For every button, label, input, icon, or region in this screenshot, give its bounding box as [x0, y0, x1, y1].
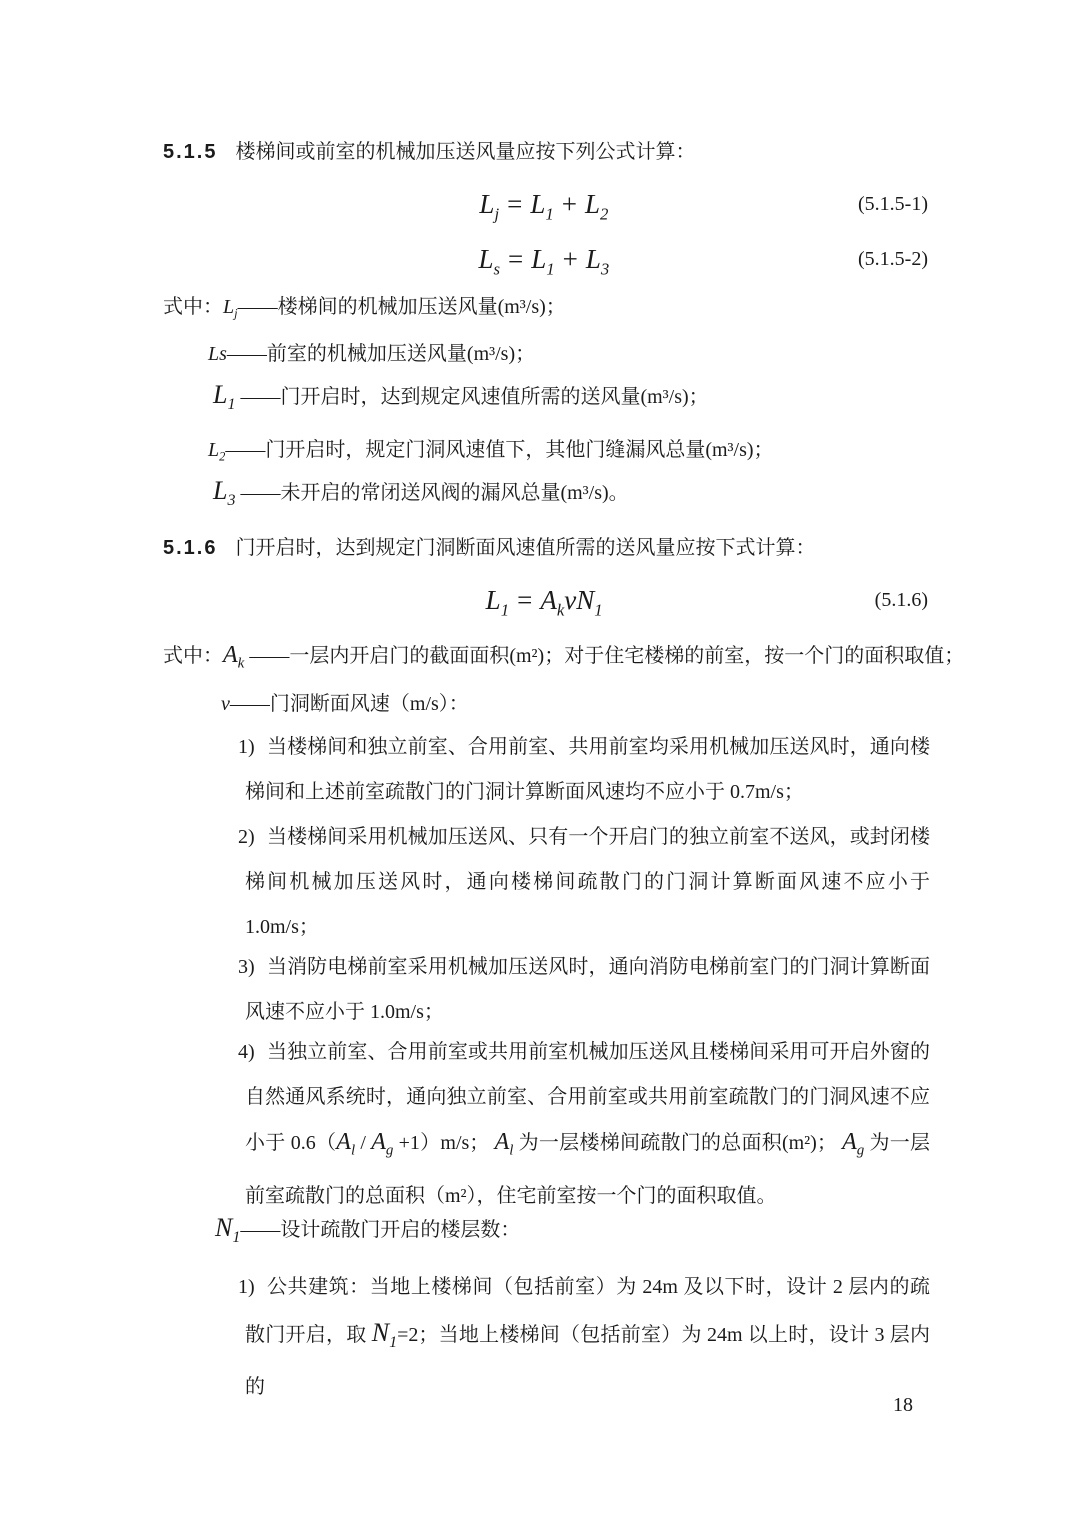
- formula-5-1-5-2: [163, 233, 930, 285]
- equation-subscript: 1: [594, 600, 603, 620]
- formula-5-1-5-1: [163, 178, 930, 230]
- symbol-v: v: [221, 693, 230, 715]
- list-item-text-segment: 公共建筑：当地上楼梯间（包括前室）为 24m 及以下时，设计 2 层内的疏散门开启，取: [245, 1276, 930, 1346]
- equals-sign: =: [507, 189, 523, 219]
- list-item-text: [245, 1265, 930, 1410]
- list-item-text: [245, 1030, 930, 1219]
- formula-5-1-6: [163, 574, 930, 626]
- list-item-number: 4): [238, 1041, 255, 1063]
- plus-sign: +: [561, 189, 577, 219]
- definition-text: ——门开启时，达到规定风速值所需的送风量(m³/s)；: [240, 386, 709, 408]
- equation-term: L: [584, 189, 601, 219]
- where-label: 式中：: [163, 296, 223, 318]
- equation-subscript: j: [494, 204, 500, 224]
- list-item-text: 当消防电梯前室采用机械加压送风时，通向消防电梯前室门的门洞计算断面风速不应小于 1.0m/s；: [245, 956, 930, 1023]
- symbol-Al: A: [494, 1129, 510, 1155]
- symbol-subscript: j: [234, 306, 238, 321]
- equation-subscript: k: [556, 600, 565, 620]
- list-item-text-segment: 当独立前室、合用前室或共用前室机械加压送风且楼梯间采用可开启外窗的自然通风系统时，通向独立前室、合用前室或共用前室疏散门的门洞风速不应小于 0.6（: [245, 1041, 930, 1154]
- clause-title: 门开启时，达到规定门洞断面风速值所需的送风量应按下式计算：: [235, 537, 816, 559]
- definition-Ls: [163, 332, 975, 377]
- symbol-subscript: 1: [227, 396, 236, 414]
- symbol-Ag: A: [371, 1129, 386, 1155]
- definition-N1: [163, 1205, 982, 1260]
- clause-number: 5.1.5: [163, 141, 218, 163]
- equation-number: (5.1.5-1): [858, 193, 928, 215]
- symbol-subscript: g: [856, 1142, 865, 1159]
- page-content: [163, 0, 965, 1527]
- symbol-subscript: 3: [227, 492, 236, 510]
- where-label: 式中：: [163, 645, 223, 667]
- definition-text: ——门开启时，规定门洞风速值下，其他门缝漏风总量(m³/s)；: [225, 439, 774, 461]
- definition-text: 一层内开启门的截面面积(m²)；对于住宅楼梯的前室，按一个门的面积取值；: [289, 645, 965, 667]
- list-item-text-segment: =2；当地上楼梯间（包括前室）为 24m 以上时，设计 3 层内的: [245, 1324, 931, 1399]
- symbol-subscript: 1: [389, 1334, 398, 1352]
- symbol-subscript: g: [385, 1142, 394, 1159]
- equation-subscript: 1: [546, 259, 555, 279]
- list-item-2: [163, 815, 930, 950]
- equation-term: L: [478, 244, 494, 274]
- list-item-number: 2): [238, 826, 255, 848]
- symbol-Lj: L: [223, 296, 235, 318]
- equals-sign: =: [508, 244, 524, 274]
- symbol-Ag: A: [842, 1129, 857, 1155]
- symbol-subscript: l: [509, 1142, 514, 1159]
- list-item-n1-1: [163, 1265, 930, 1410]
- definition-v: [163, 682, 988, 727]
- definition-text: ——设计疏散门开启的楼层数：: [240, 1219, 521, 1241]
- definition-text: ——未开启的常闭送风阀的漏风总量(m³/s)。: [240, 482, 629, 504]
- equation-subscript: s: [493, 259, 501, 279]
- symbol-L2: L: [208, 439, 220, 461]
- symbol-subscript: l: [350, 1142, 356, 1159]
- clause-number: 5.1.6: [163, 537, 218, 559]
- equals-sign: =: [517, 585, 533, 615]
- list-item-text-segment: 为一层楼梯间疏散门的总面积(m²)；: [513, 1132, 843, 1154]
- symbol-subscript: 2: [219, 449, 226, 464]
- equation-subscript: 3: [600, 259, 610, 279]
- list-item-text: 当楼梯间和独立前室、合用前室、共用前室均采用机械加压送风时，通向楼梯间和上述前室疏散门的门洞计算断面风速均不应小于 0.7m/s；: [245, 736, 930, 803]
- equation: [479, 178, 608, 240]
- list-item-text-segment: +1）m/s；: [393, 1132, 495, 1154]
- clause-title: 楼梯间或前室的机械加压送风量应按下列公式计算：: [235, 141, 696, 163]
- definition-text: ——门洞断面风速（m/s）：: [229, 693, 469, 715]
- equation-subscript: 1: [500, 600, 510, 620]
- definition-dash: ——: [249, 645, 290, 667]
- equation-subscript: 1: [545, 204, 554, 224]
- equation-term: L: [530, 189, 546, 219]
- list-item-text-segment: /: [355, 1132, 372, 1154]
- symbol-N1: N: [371, 1318, 390, 1347]
- definition-text: ——前室的机械加压送风量(m³/s)；: [226, 343, 536, 365]
- list-item-number: 3): [238, 956, 255, 978]
- page-number: 18: [893, 1394, 913, 1416]
- symbol-L1: L: [213, 380, 228, 409]
- equation-term: L: [585, 244, 601, 274]
- symbol-N1: N: [215, 1213, 233, 1242]
- list-item-3: [163, 945, 930, 1035]
- equation-term: v: [564, 585, 577, 615]
- list-item-text: 当楼梯间采用机械加压送风、只有一个开启门的独立前室不送风，或封闭楼梯间机械加压送风时，通向楼梯间疏散门的门洞计算断面风速不应小于 1.0m/s；: [245, 826, 930, 938]
- plus-sign: +: [562, 244, 578, 274]
- clause-5-1-6-heading: [163, 526, 930, 571]
- list-item-text-segment: 为一层前室疏散门的总面积（m²），住宅前室按一个门的面积取值。: [245, 1132, 931, 1207]
- equation-term: L: [485, 585, 501, 615]
- equation-term: A: [540, 585, 557, 615]
- symbol-subscript: k: [237, 655, 245, 672]
- equation-number: (5.1.5-2): [858, 248, 928, 270]
- list-item-4: [163, 1030, 930, 1219]
- list-item-1: [163, 725, 930, 815]
- equation-subscript: 2: [600, 204, 609, 224]
- definition-Ak: [163, 633, 965, 687]
- clause-5-1-5-heading: [163, 130, 930, 175]
- definition-L3: [163, 468, 980, 523]
- symbol-Ls: Ls: [208, 343, 227, 365]
- definition-Lj: [163, 285, 930, 337]
- equation-term: L: [531, 244, 547, 274]
- symbol-L3: L: [213, 476, 228, 505]
- list-item-number: 1): [238, 1276, 255, 1298]
- symbol-Al: A: [336, 1129, 351, 1155]
- symbol-Ak: A: [223, 642, 238, 668]
- equation-number: (5.1.6): [874, 589, 928, 611]
- equation-term: L: [479, 189, 495, 219]
- equation: [486, 574, 603, 636]
- symbol-subscript: 1: [232, 1229, 241, 1247]
- definition-L1: [163, 372, 980, 427]
- list-item-number: 1): [238, 736, 255, 758]
- definition-text: ——楼梯间的机械加压送风量(m³/s)；: [237, 296, 566, 318]
- equation-term: N: [576, 585, 595, 615]
